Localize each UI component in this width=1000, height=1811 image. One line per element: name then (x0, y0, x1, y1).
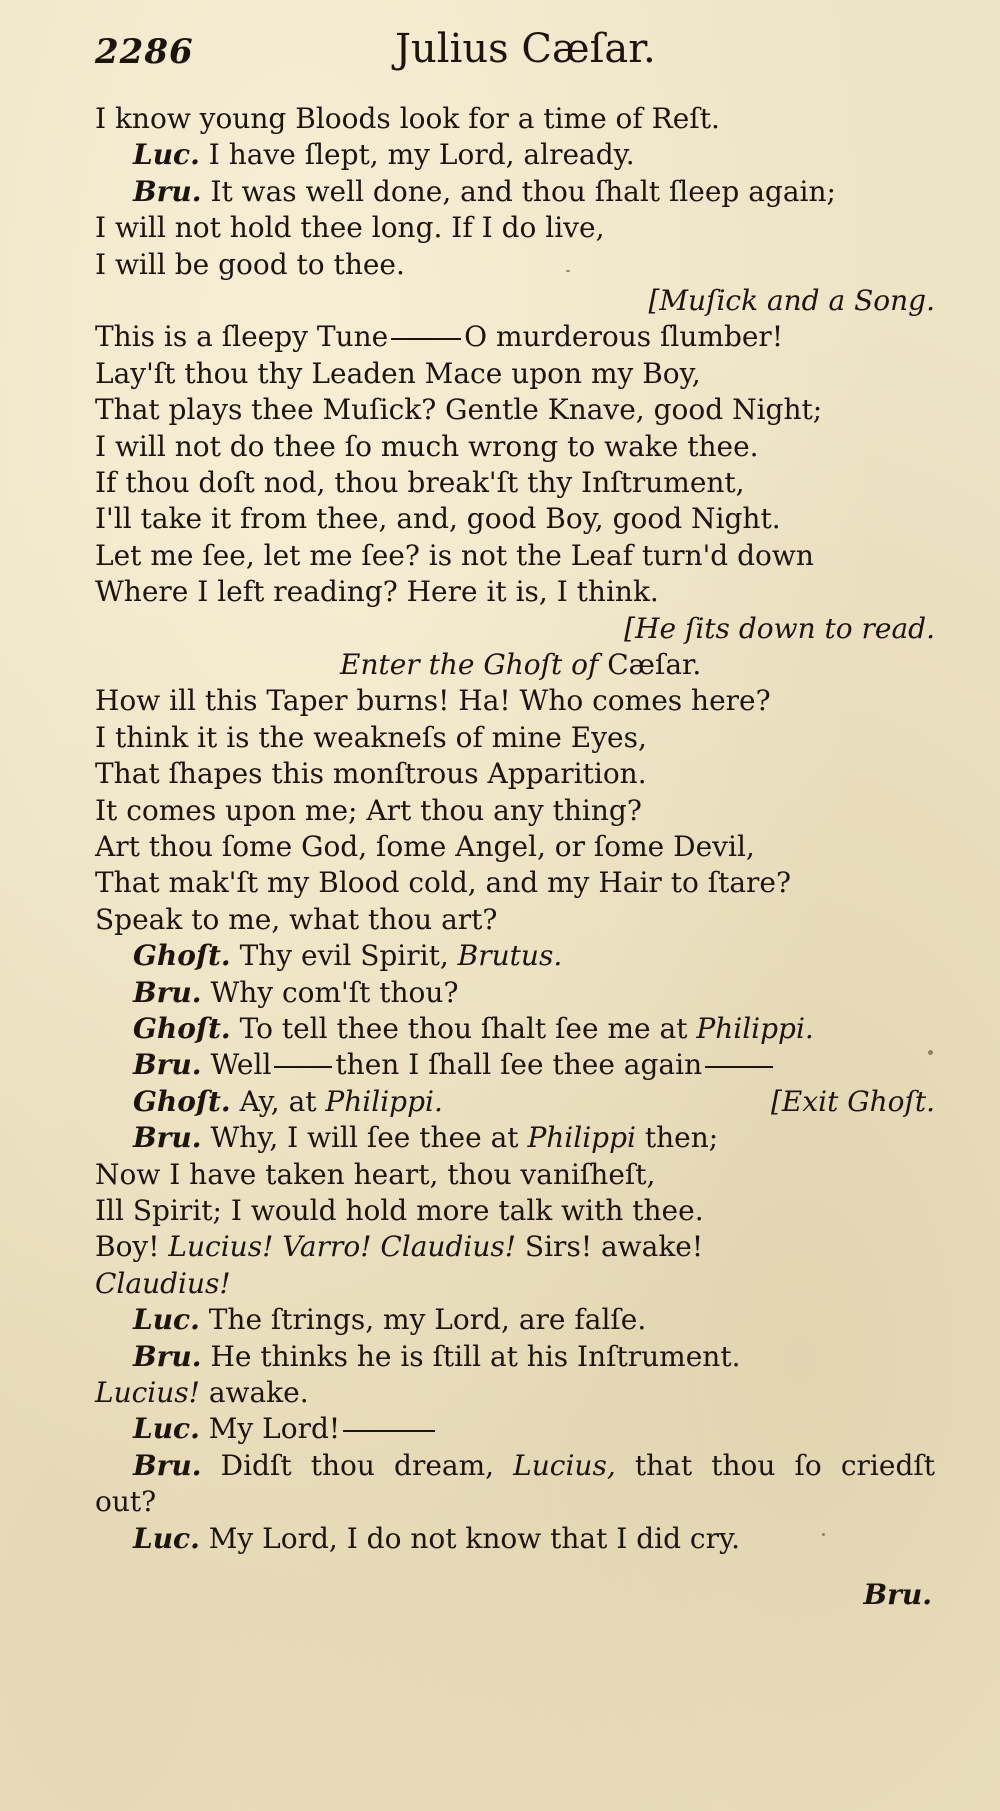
speaker-name: Luc. (133, 1412, 200, 1446)
text-line (95, 682, 771, 719)
text-line (95, 500, 781, 537)
text-line (624, 610, 935, 647)
speech-text: This is a ſleepy Tune (95, 320, 389, 354)
speech-text: Didſt thou dream, (220, 1448, 495, 1482)
text-line (95, 428, 759, 465)
text-line (95, 318, 783, 355)
speech-text: O murderous ſlumber! (464, 320, 784, 354)
speech-text: Art thou ſome God, ſome Angel, or ſome Devil, (95, 830, 755, 863)
ink-speck (822, 1533, 825, 1536)
speech-text: Well (210, 1048, 272, 1082)
text-line (133, 1083, 935, 1120)
speaker-name: Bru. (133, 174, 202, 208)
speech-text: It comes upon me; Art thou any thing? (95, 793, 642, 827)
text-line (95, 464, 745, 501)
speech-text: I know young Bloods look for a time of Reſt. (95, 102, 720, 135)
text-line (95, 1265, 231, 1302)
speech-text: If thou doſt nod, thou break'ſt thy Inſtrument, (95, 466, 745, 499)
text-line (133, 1301, 646, 1338)
speech-text: Where I left reading? Here it is, I think. (95, 575, 659, 609)
running-head: Julius Cæſar. (395, 26, 656, 72)
text-line (648, 282, 935, 319)
speaker-name: Bru. (133, 1339, 202, 1373)
text-line (95, 1192, 704, 1229)
stage-direction: [He ſits down to read. (624, 611, 935, 645)
text-line (133, 1410, 438, 1447)
stage-direction: [Muſick and a Song. (648, 284, 935, 317)
speech-text: Sirs! awake! (524, 1230, 704, 1264)
text-line (95, 864, 791, 901)
speech-text: My Lord, I do not know that I did cry. (208, 1521, 740, 1555)
speech-text: That plays thee Muſick? Gentle Knave, good Night; (95, 393, 823, 427)
catchword: Bru. (863, 1578, 932, 1611)
speech-text: I will not hold thee long. If I do live, (95, 211, 605, 245)
speech-text: It was well done, and thou ſhalt ſleep again; (210, 174, 836, 208)
text-line (95, 1228, 703, 1265)
text-line (95, 209, 604, 246)
text-line (133, 173, 836, 210)
speech-text: Now I have taken heart, thou vaniſheſt, (95, 1157, 656, 1191)
text-line (95, 1374, 309, 1411)
text-line (95, 355, 701, 392)
speech-text: He thinks he is ſtill at his Inſtrument. (210, 1339, 741, 1373)
stage-direction: [Exit Ghoſt. (770, 1084, 935, 1118)
speech-text: Ay, at (239, 1084, 317, 1118)
speech-text: awake. (208, 1376, 309, 1409)
text-line (95, 537, 814, 574)
text-line (133, 1119, 718, 1156)
text-line (133, 1447, 935, 1484)
speech-text: Ill Spirit; I would hold more talk with thee. (95, 1194, 704, 1227)
speech-text: Why, I will ſee thee at (210, 1121, 519, 1155)
speech-text: Lay'ſt thou thy Leaden Mace upon my Boy, (95, 356, 701, 390)
italic-name: Lucius! Varro! Claudius! (168, 1230, 517, 1264)
speech-text: I have ſlept, my Lord, already. (208, 138, 635, 172)
text-line (133, 1520, 740, 1557)
text-line (95, 755, 647, 792)
speaker-name: Luc. (133, 1521, 200, 1555)
text-line (95, 828, 755, 865)
ink-speck (566, 270, 570, 272)
stage-direction: Enter the Ghoſt of (340, 648, 599, 681)
speech-text: That ſhapes this monſtrous Apparition. (95, 757, 647, 791)
speech-text: I'll take it from thee, and, good Boy, good Night. (95, 502, 781, 536)
speech-text: I think it is the weakneſs of mine Eyes, (95, 720, 647, 754)
text-line (95, 100, 720, 137)
text-line (95, 792, 642, 829)
text-line (133, 1046, 776, 1083)
speaker-name: Bru. (133, 1121, 202, 1155)
speech-text: The ſtrings, my Lord, are falſe. (208, 1303, 647, 1337)
text-line (133, 974, 458, 1011)
em-rule (705, 1066, 773, 1068)
text-line (133, 937, 562, 974)
text-line (95, 391, 822, 428)
text-line (340, 646, 701, 683)
em-rule (274, 1066, 332, 1068)
text-line (133, 1338, 740, 1375)
speech-text: out? (95, 1485, 157, 1519)
speaker-name: Ghoſt. (133, 1012, 231, 1045)
italic-name: Philippi. (696, 1012, 814, 1045)
text-line (95, 1483, 156, 1520)
speech-text: then I ſhall ſee thee again (335, 1048, 703, 1082)
speaker-name: Bru. (133, 1048, 202, 1082)
page-number: 2286 (95, 32, 194, 72)
em-rule (343, 1430, 435, 1432)
speech-text: I will be good to thee. (95, 247, 405, 281)
speaker-name: Ghoſt. (133, 939, 231, 973)
text-line (95, 1156, 655, 1193)
italic-name: Philippi. (325, 1084, 443, 1118)
speaker-name: Luc. (133, 138, 200, 172)
text-line (95, 901, 497, 938)
speech-text: My Lord! (208, 1412, 341, 1446)
speaker-name: Luc. (133, 1303, 200, 1337)
stage-direction-name: Cæſar. (607, 648, 702, 681)
speaker-name: Ghoſt. (133, 1084, 231, 1118)
text-line (133, 1010, 814, 1047)
italic-name: Lucius, (513, 1448, 616, 1482)
speech-text: To tell thee thou ſhalt ſee me at (239, 1012, 688, 1045)
speech-text: Why com'ſt thou? (210, 975, 459, 1009)
italic-name: Brutus. (457, 939, 563, 973)
speech-text: Boy! (95, 1230, 160, 1264)
speaker-name: Bru. (133, 1448, 202, 1482)
speech-text: I will not do thee ſo much wrong to wake thee. (95, 429, 759, 463)
speech-text: that thou ſo criedſt (634, 1448, 935, 1482)
text-line (95, 573, 659, 610)
speech-text: then; (644, 1121, 719, 1155)
text-line (95, 719, 647, 756)
text-line (95, 246, 405, 283)
italic-name: Philippi (527, 1121, 636, 1155)
italic-name: Lucius! (95, 1376, 200, 1409)
speech-text: That mak'ſt my Blood cold, and my Hair to ſtare? (95, 866, 791, 900)
speaker-name: Bru. (133, 975, 202, 1009)
speech-text: Let me ſee, let me ſee? is not the Leaf turn'd down (95, 538, 814, 572)
ink-speck (928, 1050, 933, 1055)
em-rule (391, 338, 461, 340)
speech-text: Speak to me, what thou art? (95, 902, 498, 936)
speech-text: How ill this Taper burns! Ha! Who comes here? (95, 684, 771, 718)
italic-name: Claudius! (95, 1266, 231, 1300)
text-line (133, 136, 635, 173)
speech-text: Thy evil Spirit, (239, 939, 449, 973)
